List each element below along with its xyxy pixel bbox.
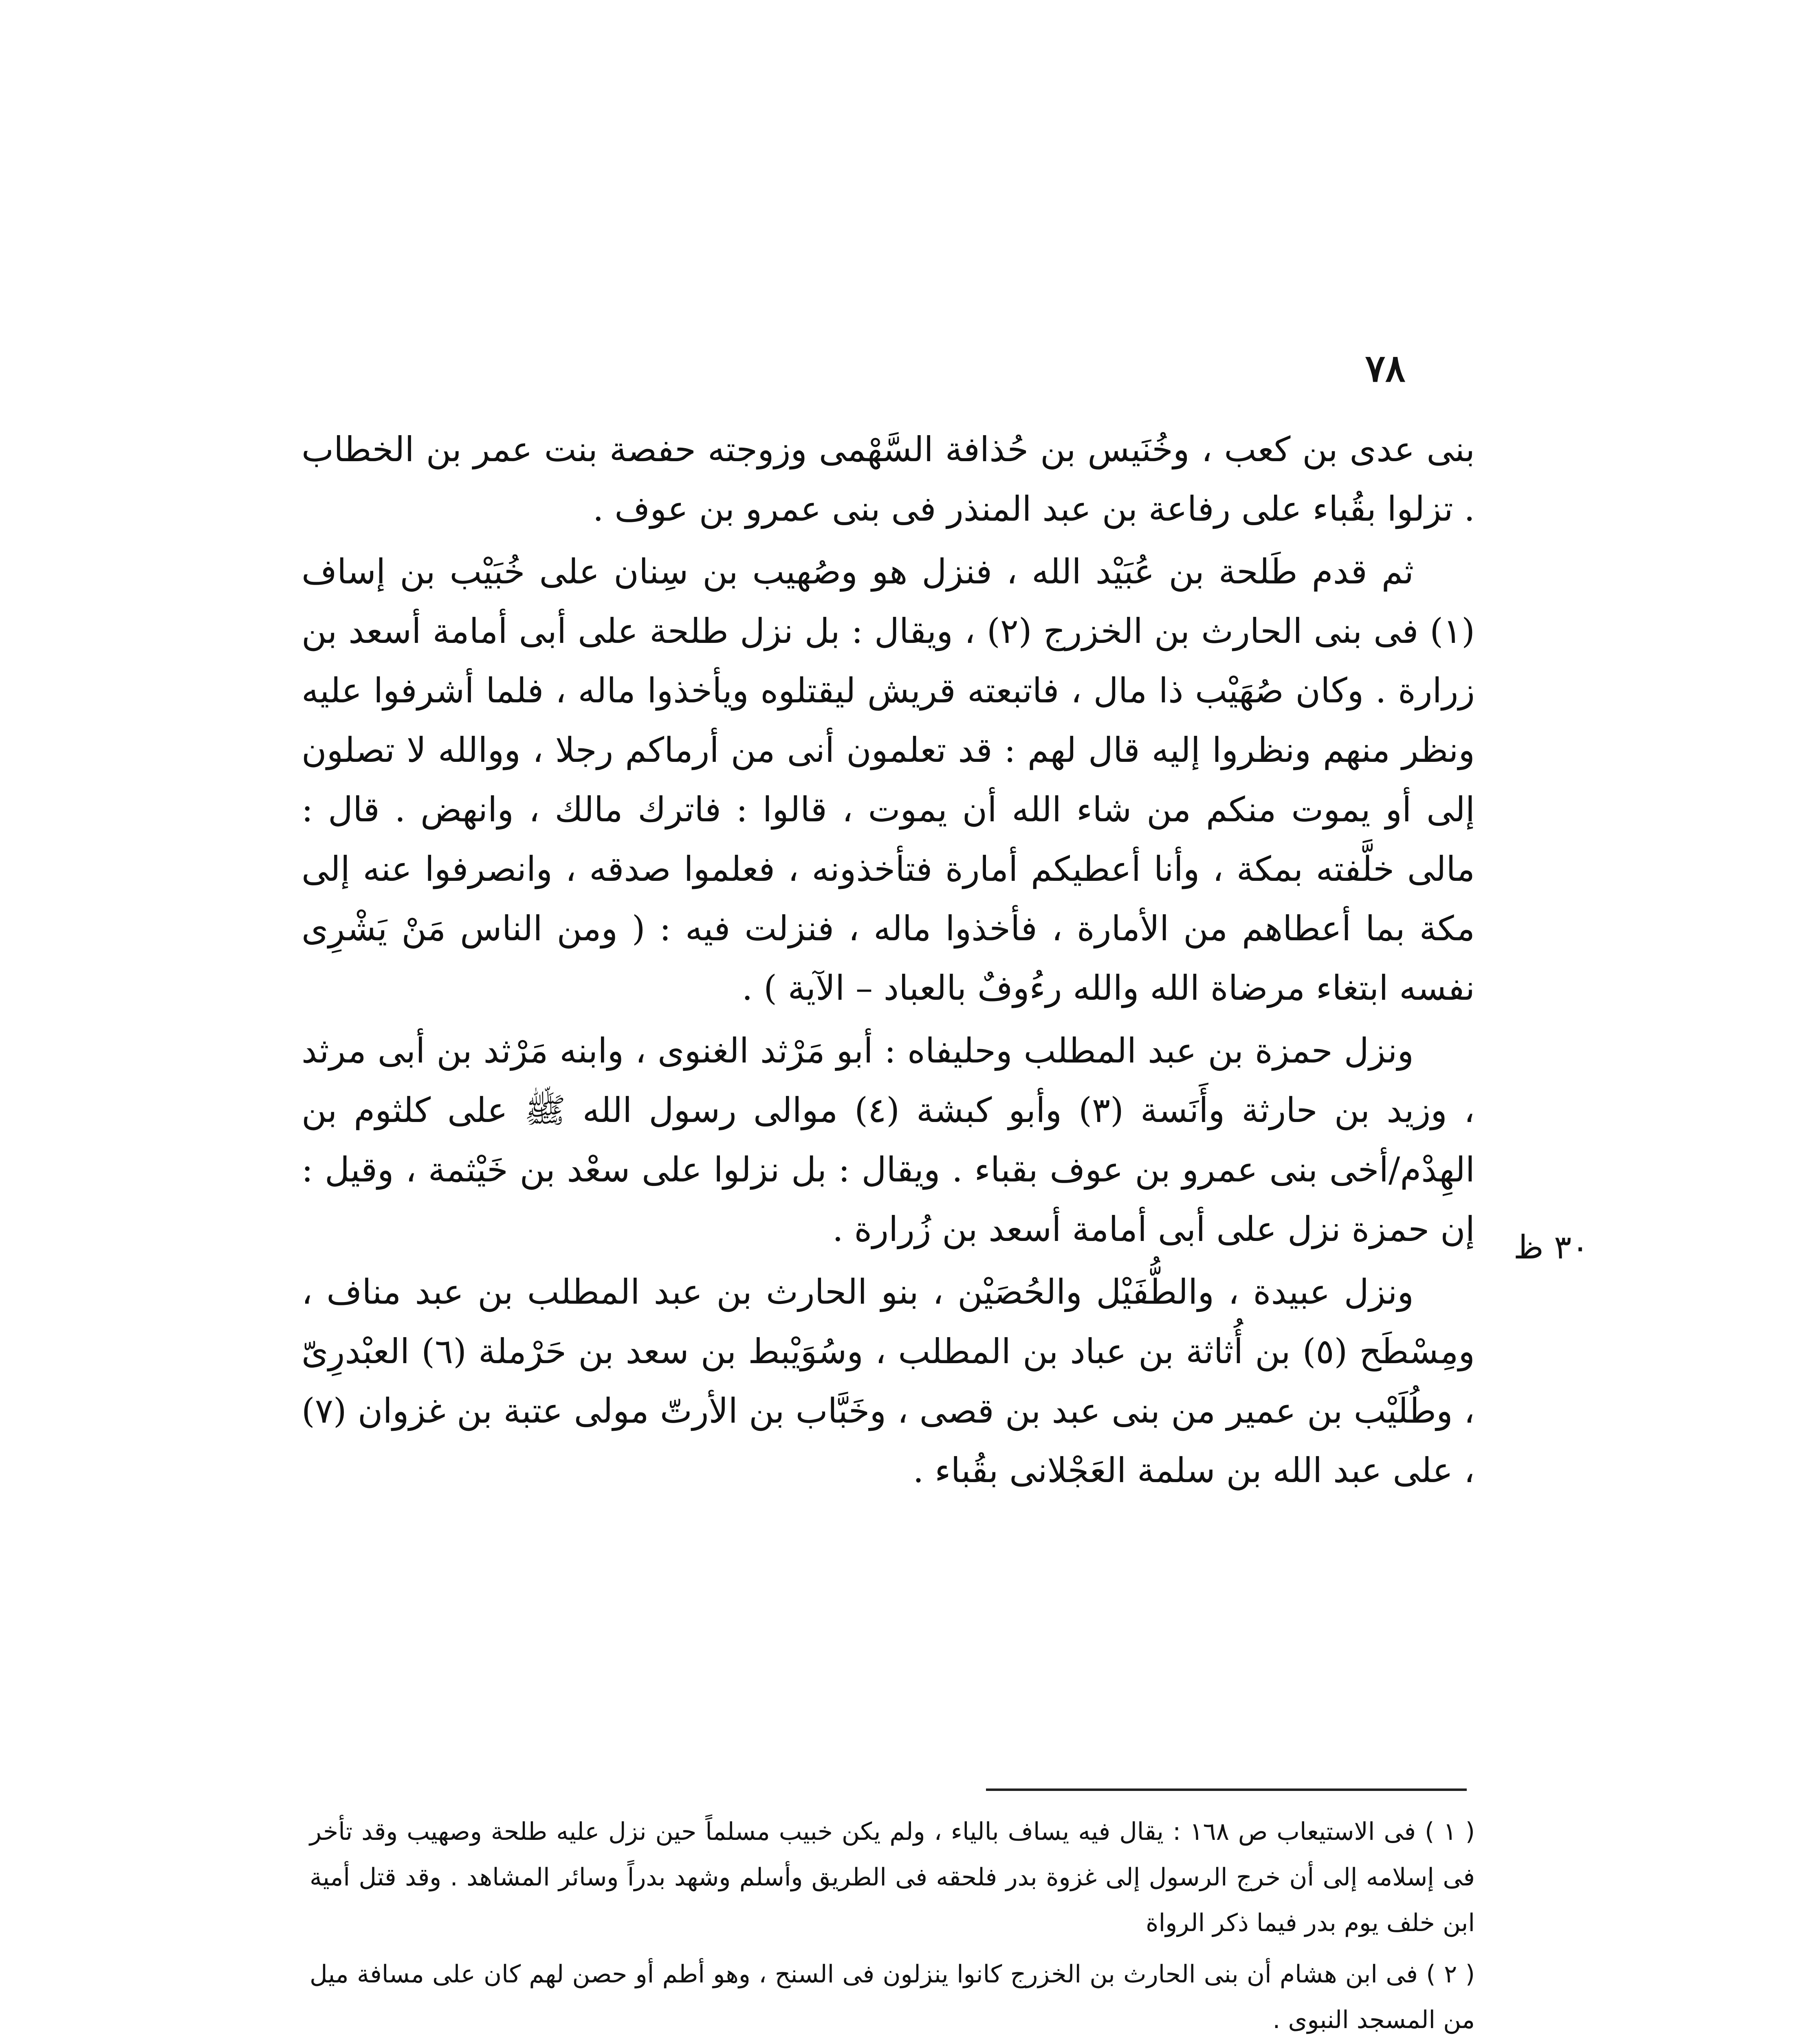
paragraph: بنى عدى بن كعب ، وخُنَيس بن حُذافة السَّهْمى وزوجته حفصة بنت عمر بن الخطاب . تزلوا بقُباء على رفاعة بن عبد المنذر فى بنى عمرو بن عوف . <box>301 429 1475 529</box>
folio-margin-note: ٣٠ ظ <box>1513 1228 1589 1266</box>
page-number: ٧٨ <box>1365 346 1406 390</box>
footnote-divider <box>986 1788 1467 1791</box>
paragraph: ونزل حمزة بن عبد المطلب وحليفاه : أبو مَرْثد الغنوى ، وابنه مَرْثد بن أبى مرثد ، وزيد بن حارثة وأَنَسة (٣) وأبو كبشة (٤) موالى رسول الله ﷺ على كلثوم بن الهِدْم/أخى بنى عمرو بن عوف بقباء . ويقال : بل نزلوا على سعْد بن خَيْثمة ، وقيل : إن حمزة نزل على أبى أمامة أسعد بن زُرارة . <box>301 1031 1475 1249</box>
main-text <box>301 420 1475 1500</box>
footnotes <box>310 1809 1475 2037</box>
footnote: ( ٢ ) فى ابن هشام أن بنى الحارث بن الخزرج كانوا ينزلون فى السنح ، وهو أطم أو حصن لهم كان على مسافة ميل من المسجد النبوى . <box>310 1960 1475 2034</box>
paragraph: ثم قدم طَلحة بن عُبَيْد الله ، فنزل هو وصُهيب بن سِنان على خُبَيْب بن إساف (١) فى بنى الحارث بن الخزرج (٢) ، ويقال : بل نزل طلحة على أبى أمامة أسعد بن زرارة . وكان صُهَيْب ذا مال ، فاتبعته قريش ليقتلوه ويأخذوا ماله ، فلما أشرفوا عليه ونظر منهم ونظروا إليه قال لهم : قد تعلمون أنى من أرماكم رجلا ، ووالله لا تصلون إلى أو يموت منكم من شاء الله أن يموت ، قالوا : فاترك مالك ، وانهض . قال : مالى خلَّفته بمكة ، وأنا أعطيكم أمارة فتأخذونه ، فعلموا صدقه ، وانصرفوا عنه إلى مكة بما أعطاهم من الأمارة ، فأخذوا ماله ، فنزلت فيه : ( ومن الناس مَنْ يَشْرِى نفسه ابتغاء مرضاة الله والله رءُوفٌ بالعباد – الآية ) . <box>301 552 1475 1008</box>
footnote: ( ١ ) فى الاستيعاب ص ١٦٨ : يقال فيه يساف بالياء ، ولم يكن خبيب مسلماً حين نزل عليه طلحة وصهيب وقد تأخر فى إسلامه إلى أن خرج الرسول إلى غزوة بدر فلحقه فى الطريق وأسلم وشهد بدراً وسائر المشاهد . وقد قتل أمية ابن خلف يوم بدر فيما ذكر الرواة <box>310 1817 1475 1937</box>
paragraph: ونزل عبيدة ، والطُّفَيْل والحُصَيْن ، بنو الحارث بن عبد المطلب بن عبد مناف ، ومِسْطَح (٥) بن أُثاثة بن عباد بن المطلب ، وسُوَيْبط بن سعد بن حَرْملة (٦) العبْدرِىّ ، وطُلَيْب بن عمير من بنى عبد بن قصى ، وخَبَّاب بن الأرتّ مولى عتبة بن غزوان (٧) ، على عبد الله بن سلمة العَجْلانى بقُباء . <box>301 1272 1475 1490</box>
